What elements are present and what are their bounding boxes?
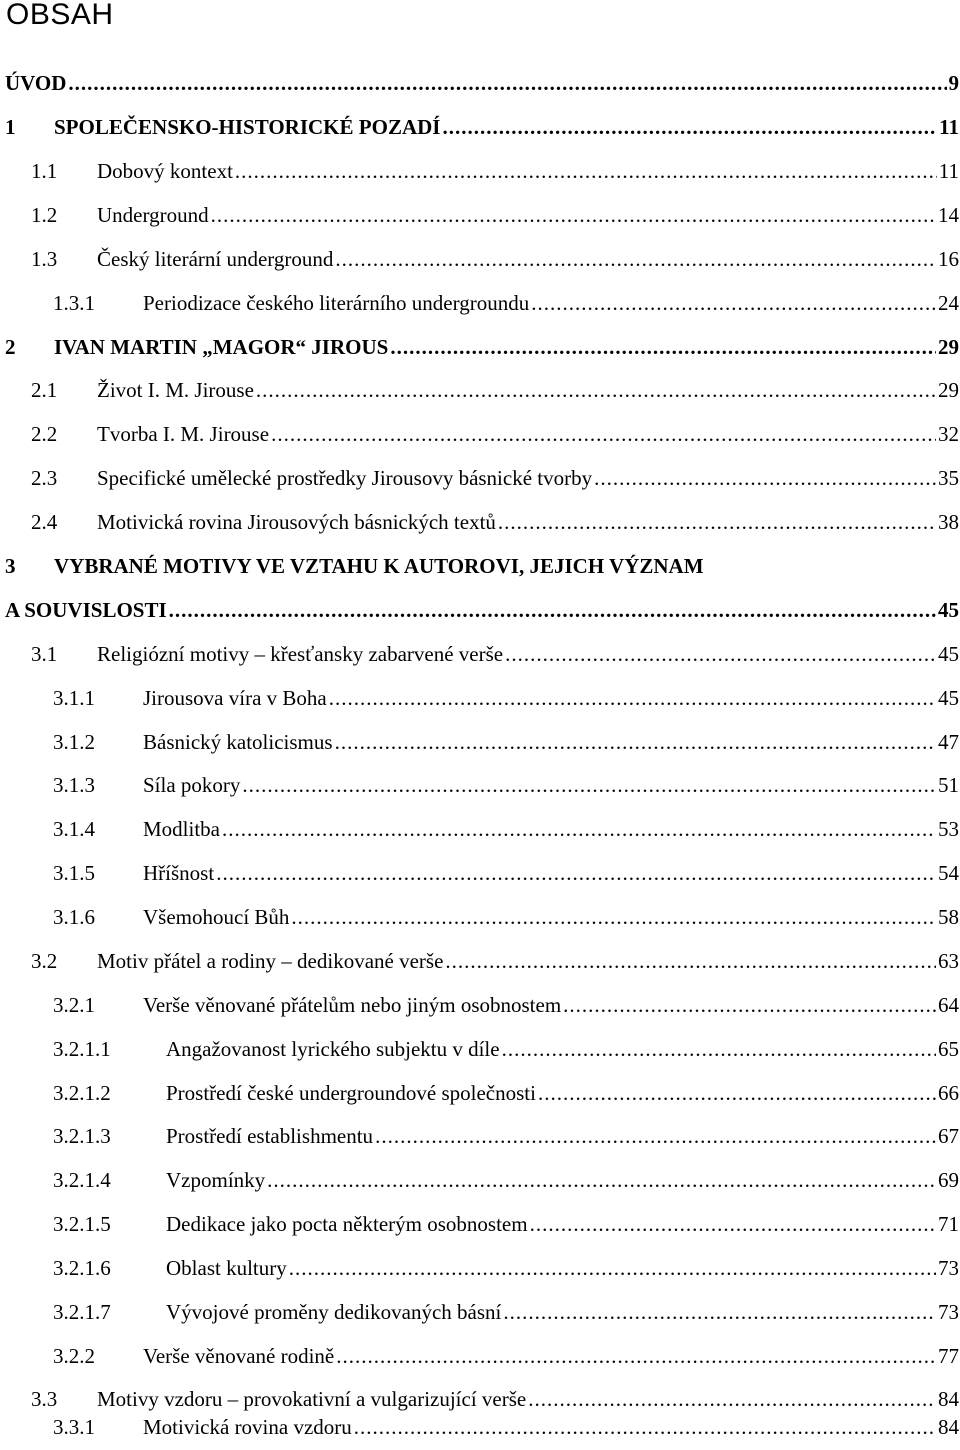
toc-entry-page: 16 bbox=[938, 247, 959, 271]
toc-entry[interactable] bbox=[0, 510, 960, 542]
toc-leader-dots bbox=[335, 730, 936, 755]
toc-leader-dots bbox=[235, 159, 937, 184]
toc-entry-number: 3.1.1 bbox=[53, 686, 95, 710]
toc-entry[interactable] bbox=[0, 159, 960, 191]
toc-entry[interactable] bbox=[0, 466, 960, 498]
toc-entry[interactable] bbox=[0, 686, 960, 718]
toc-entry[interactable] bbox=[0, 71, 960, 103]
toc-entry-page: 73 bbox=[938, 1256, 959, 1280]
toc-entry[interactable] bbox=[0, 949, 960, 981]
toc-entry[interactable] bbox=[0, 247, 960, 279]
toc-entry-number: 3.2.1.5 bbox=[53, 1212, 111, 1236]
toc-entry-page: 45 bbox=[938, 598, 959, 622]
toc-leader-dots bbox=[505, 642, 936, 667]
toc-entry-label: Tvorba I. M. Jirouse bbox=[97, 422, 270, 446]
toc-entry-number: 2.1 bbox=[31, 378, 58, 402]
toc-leader-dots bbox=[336, 1344, 936, 1369]
toc-entry-number: 3.2 bbox=[31, 949, 58, 973]
toc-entry-page: 53 bbox=[938, 817, 959, 841]
toc-entry[interactable] bbox=[0, 1344, 960, 1376]
toc-entry-number: 1.1 bbox=[31, 159, 58, 183]
toc-entry-number: 1 bbox=[5, 115, 16, 139]
toc-entry-number: 3.2.1.3 bbox=[53, 1124, 111, 1148]
toc-leader-dots bbox=[291, 905, 936, 930]
toc-entry-number: 3.1.5 bbox=[53, 861, 95, 885]
toc-entry[interactable] bbox=[0, 1415, 960, 1447]
toc-leader-dots bbox=[216, 861, 936, 886]
toc-leader-dots bbox=[594, 466, 936, 491]
toc-entry-page: 64 bbox=[938, 993, 959, 1017]
toc-entry[interactable] bbox=[0, 861, 960, 893]
toc-leader-dots bbox=[538, 1081, 936, 1106]
toc-leader-dots bbox=[375, 1124, 936, 1149]
toc-entry-page: 9 bbox=[948, 71, 959, 95]
toc-entry-page: 51 bbox=[938, 773, 959, 797]
toc-entry-label: Motivy vzdoru – provokativní a vulgarizující verše bbox=[97, 1387, 527, 1411]
toc-entry-label: Modlitba bbox=[143, 817, 220, 841]
toc-entry[interactable] bbox=[0, 291, 960, 323]
toc-leader-dots bbox=[289, 1256, 936, 1281]
toc-entry-label: ÚVOD bbox=[5, 71, 67, 95]
toc-entry[interactable] bbox=[0, 905, 960, 937]
toc-entry-page: 67 bbox=[938, 1124, 959, 1148]
toc-leader-dots bbox=[256, 378, 936, 403]
toc-entry-number: 3.2.1.7 bbox=[53, 1300, 111, 1324]
toc-entry-label: Motiv přátel a rodiny – dedikované verše bbox=[97, 949, 444, 973]
toc-entry[interactable] bbox=[0, 1037, 960, 1069]
toc-entry-label: A SOUVISLOSTI bbox=[5, 598, 167, 622]
toc-entry-page: 84 bbox=[938, 1387, 959, 1411]
toc-entry-page: 84 bbox=[938, 1415, 959, 1439]
toc-entry[interactable] bbox=[0, 335, 960, 367]
toc-leader-dots bbox=[68, 71, 946, 96]
toc-entry[interactable] bbox=[0, 203, 960, 235]
toc-leader-dots bbox=[267, 1168, 936, 1193]
toc-entry-label: Síla pokory bbox=[143, 773, 241, 797]
toc-leader-dots bbox=[531, 291, 936, 316]
toc-entry-label: Prostředí české undergroundové společnosti bbox=[166, 1081, 536, 1105]
toc-entry-label: Jirousova víra v Boha bbox=[143, 686, 327, 710]
toc-entry-page: 65 bbox=[938, 1037, 959, 1061]
toc-entry-label: Angažovanost lyrického subjektu v díle bbox=[166, 1037, 500, 1061]
toc-entry-number: 2.2 bbox=[31, 422, 58, 446]
toc-entry[interactable] bbox=[0, 773, 960, 805]
toc-leader-dots bbox=[169, 598, 936, 623]
toc-entry-page: 66 bbox=[938, 1081, 959, 1105]
toc-entry-label: Prostředí establishmentu bbox=[166, 1124, 374, 1148]
toc-entry-number: 1.3.1 bbox=[53, 291, 95, 315]
toc-entry-label: Verše věnované rodině bbox=[143, 1344, 335, 1368]
toc-entry-label: Motivická rovina vzdoru bbox=[143, 1415, 352, 1439]
toc-entry-label: Vzpomínky bbox=[166, 1168, 266, 1192]
toc-entry[interactable] bbox=[0, 115, 960, 147]
toc-entry-page: 29 bbox=[938, 378, 959, 402]
toc-entry-page: 32 bbox=[938, 422, 959, 446]
toc-entry-page: 71 bbox=[938, 1212, 959, 1236]
toc-entry-label: Religiózní motivy – křesťansky zabarvené verše bbox=[97, 642, 504, 666]
toc-entry[interactable] bbox=[0, 730, 960, 762]
toc-entry-label: Oblast kultury bbox=[166, 1256, 287, 1280]
toc-leader-dots bbox=[211, 203, 936, 228]
toc-entry-label: Básnický katolicismus bbox=[143, 730, 333, 754]
toc-entry-number: 3.1.4 bbox=[53, 817, 95, 841]
toc-entry-label: Underground bbox=[97, 203, 209, 227]
toc-entry-page: 14 bbox=[938, 203, 959, 227]
toc-entry[interactable] bbox=[0, 1212, 960, 1244]
toc-leader-dots bbox=[222, 817, 936, 842]
toc-leader-dots bbox=[335, 247, 936, 272]
toc-entry[interactable] bbox=[0, 554, 960, 586]
toc-entry-label: Dobový kontext bbox=[97, 159, 233, 183]
toc-entry-page: 58 bbox=[938, 905, 959, 929]
toc-entry-number: 3 bbox=[5, 554, 16, 578]
toc-entry-page: 45 bbox=[938, 642, 959, 666]
toc-entry-page: 45 bbox=[938, 686, 959, 710]
toc-entry-number: 3.3 bbox=[31, 1387, 58, 1411]
toc-leader-dots bbox=[530, 1212, 936, 1237]
toc-entry-page: 24 bbox=[938, 291, 959, 315]
toc-entry-number: 3.1.6 bbox=[53, 905, 95, 929]
toc-entry[interactable] bbox=[0, 598, 960, 630]
toc-leader-dots bbox=[498, 510, 936, 535]
toc-leader-dots bbox=[445, 949, 936, 974]
toc-entry-page: 35 bbox=[938, 466, 959, 490]
toc-entry-page: 11 bbox=[938, 159, 959, 183]
toc-leader-dots bbox=[242, 773, 936, 798]
toc-leader-dots bbox=[528, 1387, 936, 1412]
toc-entry[interactable] bbox=[0, 1081, 960, 1113]
toc-entry-number: 3.1.3 bbox=[53, 773, 95, 797]
toc-leader-dots bbox=[390, 335, 936, 360]
toc-entry-page: 11 bbox=[939, 115, 959, 139]
toc-entry-number: 1.2 bbox=[31, 203, 58, 227]
toc-entry[interactable] bbox=[0, 378, 960, 410]
toc-leader-dots bbox=[503, 1300, 936, 1325]
toc-entry-number: 3.2.1.6 bbox=[53, 1256, 111, 1280]
toc-entry-page: 38 bbox=[938, 510, 959, 534]
toc-entry-number: 3.1.2 bbox=[53, 730, 95, 754]
toc-entry[interactable] bbox=[0, 1124, 960, 1156]
toc-entry-label: Vývojové proměny dedikovaných básní bbox=[166, 1300, 502, 1324]
toc-entry-number: 3.2.1.2 bbox=[53, 1081, 111, 1105]
toc-entry[interactable] bbox=[0, 642, 960, 674]
toc-leader-dots bbox=[329, 686, 936, 711]
toc-entry-label: Všemohoucí Bůh bbox=[143, 905, 290, 929]
toc-entry-label: Verše věnované přátelům nebo jiným osobnostem bbox=[143, 993, 562, 1017]
toc-entry-number: 3.2.2 bbox=[53, 1344, 95, 1368]
toc-leader-dots bbox=[354, 1415, 936, 1440]
toc-entry-number: 3.2.1.1 bbox=[53, 1037, 111, 1061]
toc-entry-number: 2.4 bbox=[31, 510, 58, 534]
toc-entry[interactable] bbox=[0, 817, 960, 849]
toc-entry[interactable] bbox=[0, 1256, 960, 1288]
toc-entry-number: 1.3 bbox=[31, 247, 58, 271]
toc-entry-label: Dedikace jako pocta některým osobnostem bbox=[166, 1212, 528, 1236]
toc-entry[interactable] bbox=[0, 1168, 960, 1200]
toc-entry-label: Periodizace českého literárního undergroundu bbox=[143, 291, 530, 315]
toc-entry-label: IVAN MARTIN „MAGOR“ JIROUS bbox=[54, 335, 389, 359]
toc-entry-label: Hříšnost bbox=[143, 861, 215, 885]
toc-entry-label: SPOLEČENSKO-HISTORICKÉ POZADÍ bbox=[54, 115, 441, 139]
toc-entry-page: 29 bbox=[938, 335, 959, 359]
toc-entry[interactable] bbox=[0, 993, 960, 1025]
toc-entry-label: Život I. M. Jirouse bbox=[97, 378, 254, 402]
toc-entry-label: Český literární underground bbox=[97, 247, 334, 271]
toc-entry-page: 69 bbox=[938, 1168, 959, 1192]
toc-entry[interactable] bbox=[0, 422, 960, 454]
toc-entry-number: 3.2.1.4 bbox=[53, 1168, 111, 1192]
toc-leader-dots bbox=[442, 115, 937, 140]
toc-entry[interactable] bbox=[0, 1300, 960, 1332]
toc-entry-number: 3.2.1 bbox=[53, 993, 95, 1017]
toc-leader-dots bbox=[563, 993, 936, 1018]
toc-entry-number: 3.1 bbox=[31, 642, 58, 666]
toc-entry-page: 54 bbox=[938, 861, 959, 885]
toc-entry-page: 63 bbox=[938, 949, 959, 973]
toc-entry-page: 77 bbox=[938, 1344, 959, 1368]
toc-leader-dots bbox=[502, 1037, 936, 1062]
toc-entry-page: 73 bbox=[938, 1300, 959, 1324]
toc-leader-dots bbox=[271, 422, 936, 447]
page-title: OBSAH bbox=[6, 0, 114, 31]
toc-entry-label: Motivická rovina Jirousových básnických textů bbox=[97, 510, 496, 534]
toc-entry-number: 3.3.1 bbox=[53, 1415, 95, 1439]
toc-entry-page: 47 bbox=[938, 730, 959, 754]
toc-entry-number: 2.3 bbox=[31, 466, 58, 490]
toc-entry-number: 2 bbox=[5, 335, 16, 359]
toc-entry-label: VYBRANÉ MOTIVY VE VZTAHU K AUTOROVI, JEJICH VÝZNAM bbox=[54, 554, 704, 578]
toc-entry-label: Specifické umělecké prostředky Jirousovy básnické tvorby bbox=[97, 466, 593, 490]
